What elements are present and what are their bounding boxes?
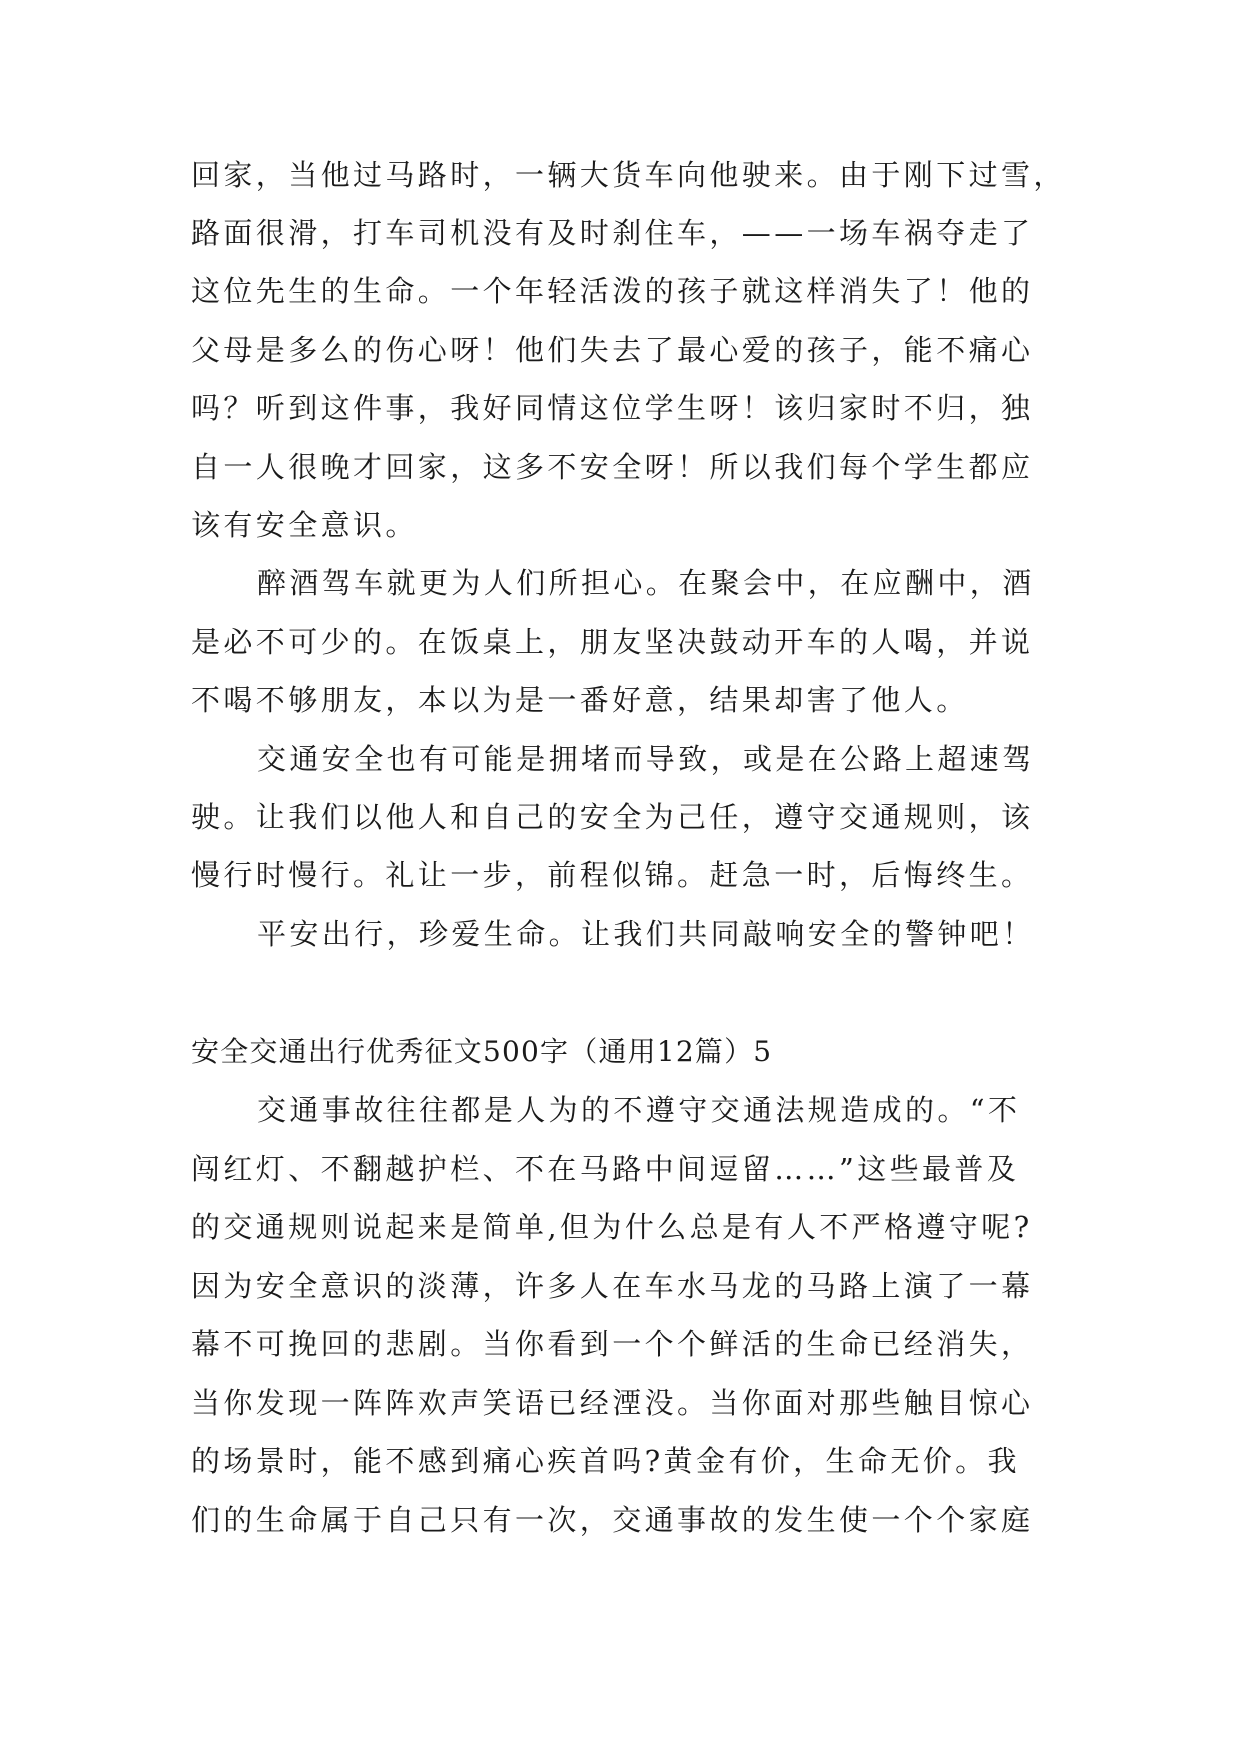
- paragraph-line: 这位先生的生命。一个年轻活泼的孩子就这样消失了！他的: [191, 274, 1034, 308]
- paragraph-line: 该有安全意识。: [191, 508, 418, 542]
- paragraph-line: 当你发现一阵阵欢声笑语已经湮没。当你面对那些触目惊心: [191, 1386, 1034, 1420]
- paragraph-line: 的交通规则说起来是简单,但为什么总是有人不严格遵守呢?: [191, 1210, 1033, 1244]
- paragraph-line: 不喝不够朋友，本以为是一番好意，结果却害了他人。: [191, 683, 969, 717]
- section-heading: 安全交通出行优秀征文500字（通用12篇）5: [191, 1035, 773, 1068]
- paragraph-line: 的场景时，能不感到痛心疾首吗?黄金有价，生命无价。我: [191, 1444, 1020, 1478]
- paragraph-line: 路面很滑，打车司机没有及时刹住车，——一场车祸夺走了: [191, 216, 1034, 250]
- paragraph-line: 是必不可少的。在饭桌上，朋友坚决鼓动开车的人喝，并说: [191, 625, 1034, 659]
- paragraph-line: 驶。让我们以他人和自己的安全为己任，遵守交通规则，该: [191, 800, 1034, 834]
- paragraph-line: 慢行时慢行。礼让一步，前程似锦。赶急一时，后悔终生。: [191, 858, 1034, 892]
- paragraph-line: 交通事故往往都是人为的不遵守交通法规造成的。“不: [257, 1093, 1021, 1127]
- paragraph-line: 平安出行，珍爱生命。让我们共同敲响安全的警钟吧！: [257, 917, 1035, 951]
- paragraph-line: 父母是多么的伤心呀！他们失去了最心爱的孩子，能不痛心: [191, 333, 1034, 367]
- paragraph-line: 幕不可挽回的悲剧。当你看到一个个鲜活的生命已经消失，: [191, 1327, 1034, 1361]
- paragraph-line: 们的生命属于自己只有一次，交通事故的发生使一个个家庭: [191, 1503, 1034, 1537]
- paragraph-line: 自一人很晚才回家，这多不安全呀！所以我们每个学生都应: [191, 450, 1034, 484]
- paragraph-line: 闯红灯、不翻越护栏、不在马路中间逗留……”这些最普及: [191, 1152, 1020, 1186]
- paragraph-line: 醉酒驾车就更为人们所担心。在聚会中，在应酬中，酒: [257, 566, 1035, 600]
- paragraph-line: 吗？听到这件事，我好同情这位学生呀！该归家时不归，独: [191, 391, 1034, 425]
- paragraph-line: 回家，当他过马路时，一辆大货车向他驶来。由于刚下过雪，: [191, 158, 1066, 192]
- paragraph-line: 因为安全意识的淡薄，许多人在车水马龙的马路上演了一幕: [191, 1269, 1034, 1303]
- paragraph-line: 交通安全也有可能是拥堵而导致，或是在公路上超速驾: [257, 742, 1035, 776]
